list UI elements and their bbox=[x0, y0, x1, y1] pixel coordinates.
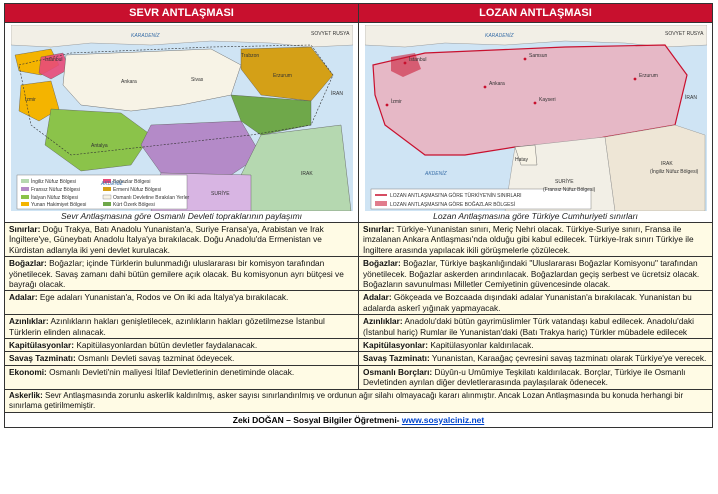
lozan-erzurum-label: Erzurum bbox=[639, 73, 658, 79]
lozan-capitulations-cell bbox=[359, 339, 712, 351]
sevr-islands-cell bbox=[5, 291, 359, 314]
sevr-map bbox=[11, 25, 353, 211]
military-cell bbox=[5, 390, 712, 412]
lozan-map bbox=[365, 25, 707, 211]
cell-title: Ekonomi: bbox=[9, 366, 47, 377]
antalya-label: Antalya bbox=[91, 143, 108, 149]
lozan-debts-cell bbox=[359, 366, 712, 389]
footer bbox=[5, 412, 712, 427]
cell-title: Azınlıklar: bbox=[9, 316, 49, 327]
iraq-label: IRAK bbox=[301, 171, 313, 177]
lozan-legend-2: LOZAN ANTLAŞMASI'NA GÖRE BOĞAZLAR BÖLGESİ bbox=[390, 202, 516, 208]
legend-item-5: Boğazlar Bölgesi bbox=[113, 179, 151, 185]
row-minorities bbox=[5, 314, 712, 338]
cell-title: Osmanlı Borçları: bbox=[363, 366, 433, 377]
cell-text: Anadolu'daki bütün gayrimüslimler Türk vatandaşı kabul edilecek. Anadolu'daki (İstanbul hariç) Rumlar ile Yunanistan'daki (Batı Trakya hariç) Türkler mübadele edilecek bbox=[363, 316, 694, 337]
sevr-capitulations-cell bbox=[5, 339, 359, 351]
sevr-map-caption: Sevr Antlaşmasına göre Osmanlı Devleti topraklarının paylaşımı bbox=[60, 211, 303, 221]
lozan-minorities-cell bbox=[359, 315, 712, 338]
row-military bbox=[5, 389, 712, 412]
row-reparations bbox=[5, 351, 712, 364]
legend-item-4: İtalyan Nüfuz Bölgesi bbox=[31, 195, 78, 201]
cell-title: Azınlıklar: bbox=[363, 316, 403, 327]
cell-title: Askerlik: bbox=[9, 390, 43, 400]
header-row bbox=[5, 4, 712, 22]
black-sea-label: KARADENİZ bbox=[131, 33, 160, 39]
legend-item-1: İngiliz Nüfuz Bölgesi bbox=[31, 179, 77, 185]
sevr-map-cell bbox=[5, 23, 359, 222]
lozan-header: LOZAN ANTLAŞMASI bbox=[359, 4, 712, 22]
russia-label: SOVYET RUSYA bbox=[311, 31, 350, 37]
lozan-map-cell bbox=[359, 23, 712, 222]
legend-item-3: Yunan Hakimiyet Bölgesi bbox=[31, 202, 87, 208]
cell-text: Kapitülasyonlar kaldırılacak. bbox=[428, 340, 534, 351]
istanbul-label: İstanbul bbox=[45, 57, 63, 63]
cell-text: Osmanlı Devleti'nin maliyesi İtilaf Devletlerinin denetiminde olacak. bbox=[46, 366, 295, 377]
izmir-label: İzmir bbox=[25, 97, 36, 103]
lozan-legend-1: LOZAN ANTLAŞMASI'NA GÖRE TÜRKİYE'NİN SINIRLARI bbox=[390, 193, 522, 199]
cell-title: Savaş Tazminatı: bbox=[363, 353, 430, 364]
lozan-islands-cell bbox=[359, 291, 712, 314]
lozan-russia-label: SOVYET RUSYA bbox=[665, 31, 704, 37]
lozan-reparations-cell bbox=[359, 352, 712, 364]
cell-title: Sınırlar: bbox=[363, 224, 395, 234]
sevr-economy-cell bbox=[5, 366, 359, 389]
cell-text: Boğazlar; içinde Türklerin bulunmadığı uluslararası bir komisyon tarafından yönetilecek. Savaş zamanı dahi bütün gemilere açık olacak. Bu komisyonun ayrı bütçesi ve bayrağı olacak. bbox=[9, 258, 344, 290]
lozan-istanbul-label: İstanbul bbox=[409, 57, 427, 63]
lozan-izmir-label: İzmir bbox=[391, 99, 402, 105]
sivas-label: Sivas bbox=[191, 77, 204, 83]
cell-title: Kapitülasyonlar: bbox=[9, 340, 75, 351]
legend-item-7: Osmanlı Devletine Bırakılan Yerler bbox=[113, 195, 190, 201]
lozan-iraq-label: IRAK bbox=[661, 161, 673, 167]
cell-text: Gökçeada ve Bozcaada dışındaki adalar Yunanistan'a bırakılacak. Yunanistan bu adalarda askerî yığınak yapmayacak. bbox=[363, 292, 692, 313]
trabzon-label: Trabzon bbox=[241, 53, 260, 59]
lozan-samsun-label: Samsun bbox=[529, 53, 548, 59]
row-islands bbox=[5, 290, 712, 314]
sevr-straits-cell bbox=[5, 257, 359, 290]
lozan-kayseri-label: Kayseri bbox=[539, 97, 556, 103]
cell-text: Türkiye-Yunanistan sınırı, Meriç Nehri olacak. Türkiye-Suriye sınırı, Fransa ile imzalanan Ankara Antlaşması'nda olduğu gibi kabul edilecek. Türkiye-Irak sınırı Türkiye ile İngiltere arasında yapılacak ikili görüşmelerle çözülecek. bbox=[363, 224, 694, 255]
author-role: Sosyal Bilgiler Öğretmeni- bbox=[293, 414, 402, 425]
lozan-iran-label: İRAN bbox=[685, 95, 697, 101]
lozan-borders-cell bbox=[359, 223, 712, 256]
lozan-black-sea-label: KARADENİZ bbox=[485, 33, 514, 39]
cell-text: Yunanistan, Karaağaç çevresini savaş tazminatı olarak Türkiye'ye verecek. bbox=[429, 353, 707, 364]
syria-label: SURİYE bbox=[211, 191, 230, 197]
legend-item-2: Fransız Nüfuz Bölgesi bbox=[31, 187, 80, 193]
cell-title: Boğazlar: bbox=[9, 258, 47, 269]
lozan-syria-label: SURİYE bbox=[555, 179, 574, 185]
cell-text: Ege adaları Yunanistan'a, Rodos ve On iki ada İtalya'ya bırakılacak. bbox=[37, 292, 289, 303]
map-row bbox=[5, 22, 712, 222]
row-capitulations bbox=[5, 338, 712, 351]
cell-text: Kapitülasyonlardan bütün devletler faydalanacak. bbox=[74, 340, 258, 351]
cell-text: Osmanlı Devleti savaş tazminat ödeyecek. bbox=[75, 353, 235, 364]
med-sea-label: AKDENİZ bbox=[101, 181, 123, 187]
iran-label: İRAN bbox=[331, 91, 343, 97]
cell-title: Adalar: bbox=[363, 292, 392, 303]
hatay-note-label: (Fransız Nüfuz Bölgesi) bbox=[543, 187, 596, 193]
comparison-sheet bbox=[4, 3, 713, 428]
legend-item-8: Kürt Özerk Bölgesi bbox=[113, 202, 155, 208]
sevr-borders-cell bbox=[5, 223, 359, 256]
erzurum-label: Erzurum bbox=[273, 73, 292, 79]
lozan-ankara-label: Ankara bbox=[489, 81, 505, 87]
row-borders bbox=[5, 222, 712, 256]
row-economy bbox=[5, 365, 712, 389]
sevr-minorities-cell bbox=[5, 315, 359, 338]
cell-text: Düyûn-u Umûmiye Teşkilatı kaldırılacak. Borçlar, Türkiye ile Osmanlı Devletinden ayrılan diğer devletlerarasında paylaşılarak ödenecek. bbox=[363, 366, 686, 388]
website-link[interactable]: www.sosyalciniz.net bbox=[401, 414, 485, 425]
cell-title: Savaş Tazminatı: bbox=[9, 353, 76, 364]
cell-text: Sevr Antlaşmasında zorunlu askerlik kaldırılmış, asker sayısı sınırlandırılmış ve ordunun ağır silahı olmayacağı kararı alınmıştır. Ancak Lozan Antlaşmasında bu konuda herhangi bir sınırlama getirilmemiştir. bbox=[9, 390, 684, 410]
cell-title: Kapitülasyonlar: bbox=[363, 340, 429, 351]
mosul-note-label: (İngiliz Nüfuz Bölgesi) bbox=[650, 169, 699, 175]
lozan-straits-cell bbox=[359, 257, 712, 290]
cell-text: Azınlıkların hakları genişletilecek, azınlıkların hakları gözetilmezse İstanbul Türklerin elinden alınacak. bbox=[9, 316, 325, 337]
lozan-med-sea-label: AKDENİZ bbox=[425, 171, 447, 177]
author-name: Zeki DOĞAN – bbox=[232, 414, 294, 425]
lozan-map-caption: Lozan Antlaşmasına göre Türkiye Cumhuriyeti sınırları bbox=[433, 211, 638, 221]
cell-title: Adalar: bbox=[9, 292, 38, 303]
hatay-label: Hatay bbox=[515, 157, 529, 163]
ankara-label: Ankara bbox=[121, 79, 137, 85]
sevr-header: SEVR ANTLAŞMASI bbox=[5, 4, 359, 22]
cell-text: Boğazlar, Türkiye başkanlığındaki "Uluslararası Boğazlar Komisyonu" tarafından yönetilecek. Boğazlar askerden arındırılacak. Boğazlardan geçiş serbest ve ücretsiz olacak. Boğazların savunulması Milletler Cemiyetinin güvencesinde olacak. bbox=[363, 258, 700, 290]
cell-text: Doğu Trakya, Batı Anadolu Yunanistan'a, Suriye Fransa'ya, Arabistan ve Irak İngiltere'ye, Güneybatı Anadolu İtalya'ya bırakılacak. Doğu Anadolu'da Ermenistan ve Kürdistan adlarıyla iki yeni devlet kurulacak. bbox=[9, 224, 324, 255]
cell-title: Boğazlar: bbox=[363, 258, 401, 269]
sevr-reparations-cell bbox=[5, 352, 359, 364]
legend-item-6: Ermeni Nüfuz Bölgesi bbox=[113, 187, 162, 193]
row-straits bbox=[5, 256, 712, 290]
cell-title: Sınırlar: bbox=[9, 224, 41, 234]
